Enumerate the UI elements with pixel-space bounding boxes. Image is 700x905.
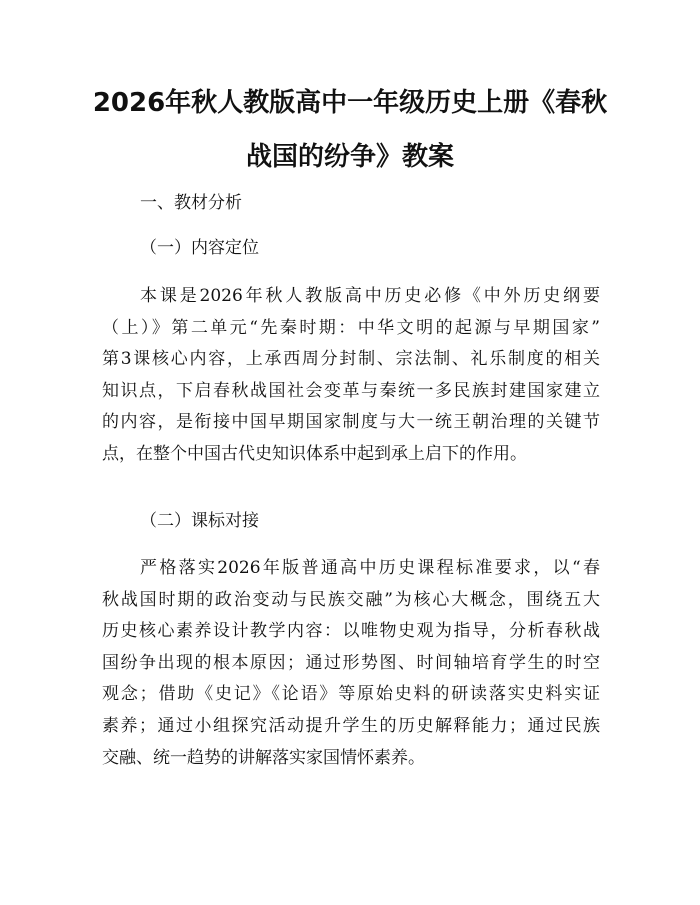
paragraph-line: 的内容，是衔接中国早期国家制度与大一统王朝治理的关键节 <box>102 412 600 433</box>
paragraph-line: （上）》第二单元“先秦时期：中华文明的起源与早期国家” <box>102 317 600 338</box>
paragraph-line: 国纷争出现的根本原因；通过形势图、时间轴培育学生的时空 <box>102 652 600 673</box>
paragraph-line: 严格落实2026年版普通高中历史课程标准要求，以“春 <box>140 558 600 578</box>
paragraph-line: 点，在整个中国古代史知识体系中起到承上启下的作用。 <box>102 443 527 464</box>
subsection-heading-content-positioning: （一）内容定位 <box>140 238 259 258</box>
paragraph-content-positioning <box>102 281 600 471</box>
paragraph-line: 知识点，下启春秋战国社会变革与秦统一多民族封建国家建立 <box>102 380 600 401</box>
paragraph-line: 本课是2026年秋人教版高中历史必修《中外历史纲要 <box>140 286 600 306</box>
document-title <box>90 76 610 184</box>
section-heading-teaching-material-analysis: 一、教材分析 <box>140 193 242 213</box>
paragraph-line: 秋战国时期的政治变动与民族交融”为核心大概念，围绕五大 <box>102 589 600 610</box>
paragraph-curriculum-standards <box>102 553 600 774</box>
paragraph-line: 历史核心素养设计教学内容：以唯物史观为指导，分析春秋战 <box>102 621 600 642</box>
paragraph-line: 第3课核心内容，上承西周分封制、宗法制、礼乐制度的相关 <box>102 349 600 370</box>
paragraph-line: 观念；借助《史记》《论语》等原始史料的研读落实史料实证 <box>102 684 600 705</box>
title-line-1: 2026年秋人教版高中一年级历史上册《春秋 <box>92 88 608 118</box>
paragraph-line: 素养；通过小组探究活动提升学生的历史解释能力；通过民族 <box>102 715 600 736</box>
title-line-2: 战国的纷争》教案 <box>245 142 454 172</box>
paragraph-line: 交融、统一趋势的讲解落实家国情怀素养。 <box>102 747 425 768</box>
subsection-heading-curriculum-standards: （二）课标对接 <box>140 511 259 531</box>
